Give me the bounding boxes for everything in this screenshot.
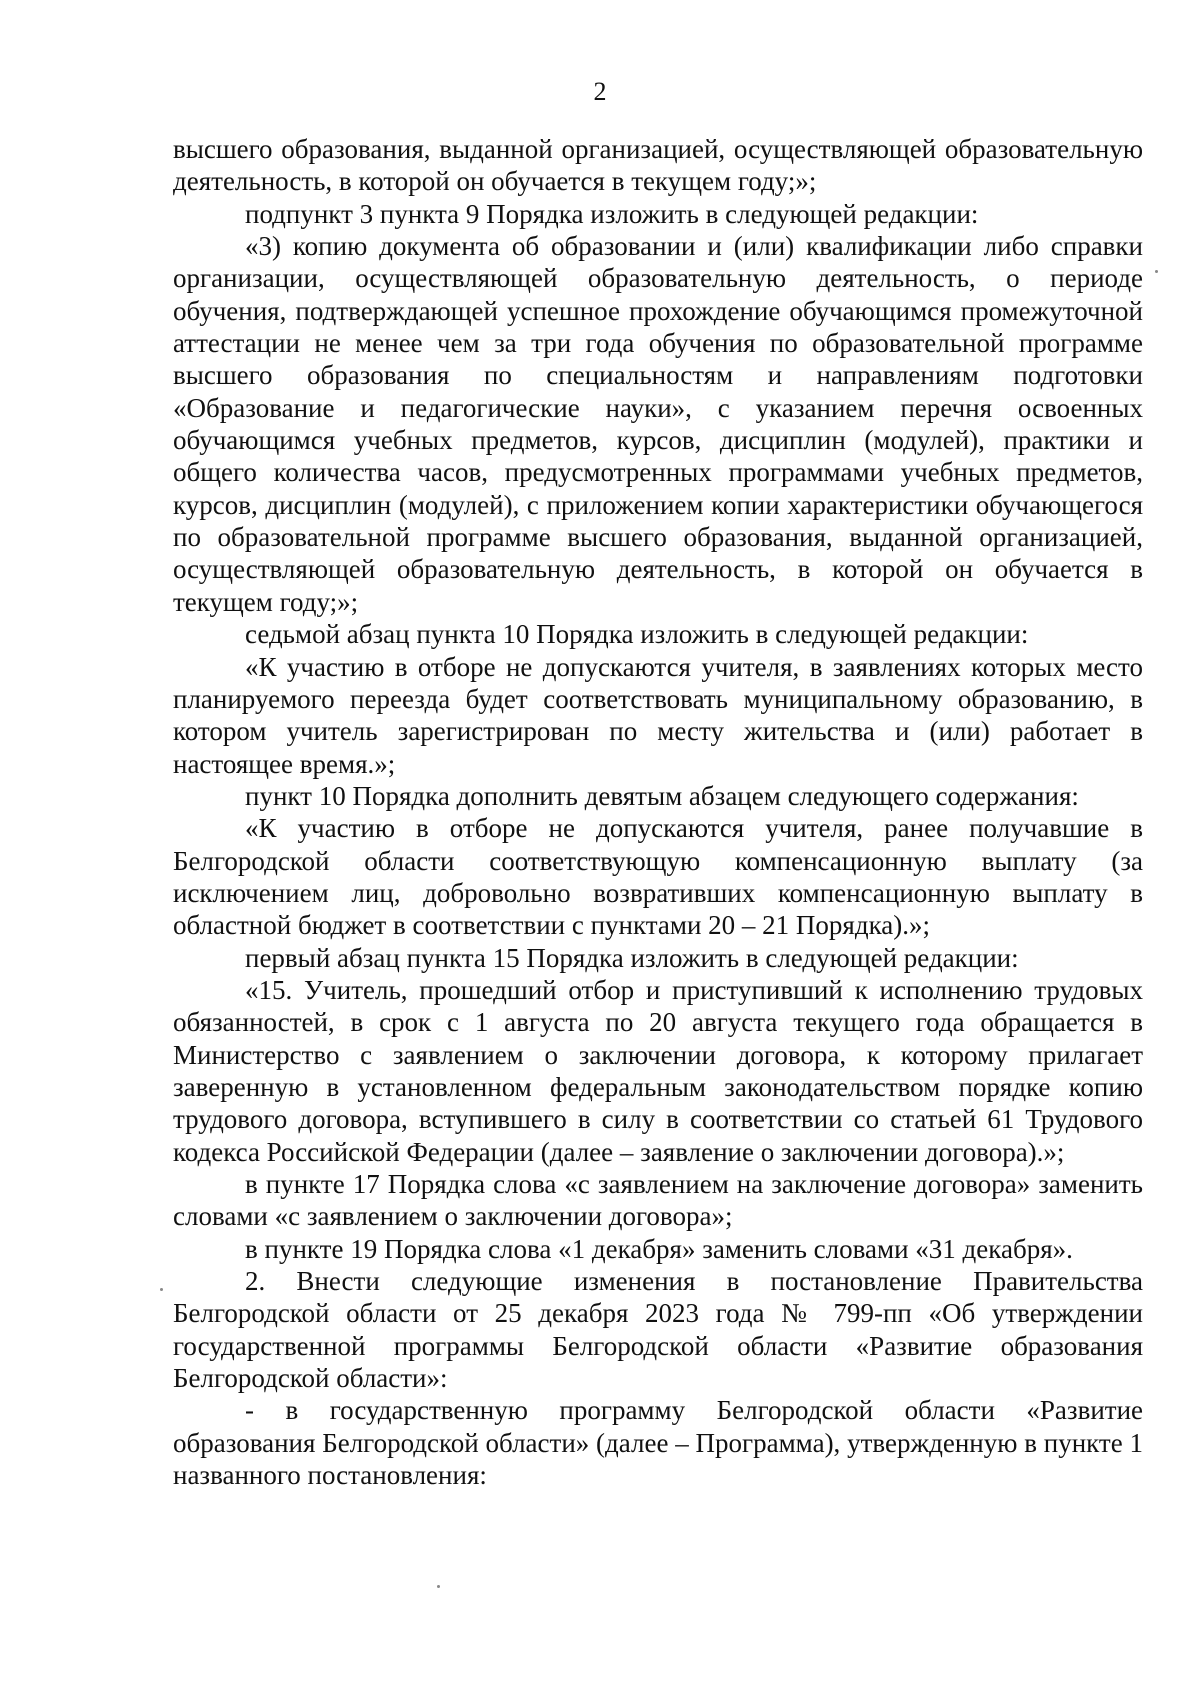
paragraph-amendment-10-7: седьмой абзац пункта 10 Порядка изложить в следующей редакции:: [245, 619, 1029, 650]
scan-speck: [437, 1585, 440, 1588]
paragraph-quote-9-3: «3) копию документа об образовании и (или) квалификации либо справки организации, осуществляющей образовательную деятельность, о периоде обучения, подтверждающей успешное прохождение обучающимся промежуточной аттестации не менее чем за три года обучения по образовательной программе высшего образования по специальностям и направлениям подготовки «Образование и педагогические науки», с указанием перечня освоенных обучающимся учебных предметов, курсов, дисциплин (модулей), практики и общего количества часов, предусмотренных программами учебных предметов, курсов, дисциплин (модулей), с приложением копии характеристики обучающегося по образовательной программе высшего образования, выданной организацией, осуществляющей образовательную деятельность, в которой он обучается в текущем году;»;: [173, 231, 1143, 617]
scan-speck: [160, 1288, 163, 1291]
document-body: [173, 133, 1143, 1491]
paragraph-amendment-9-3: подпункт 3 пункта 9 Порядка изложить в следующей редакции:: [245, 198, 979, 229]
paragraph-amendment-10-9: пункт 10 Порядка дополнить девятым абзацем следующего содержания:: [245, 780, 1079, 811]
paragraph-section-2: 2. Внести следующие изменения в постановление Правительства Белгородской области от 25 декабря 2023 года № 799-пп «Об утверждении государственной программы Белгородской области «Развитие образования Белгородской области»:: [173, 1266, 1143, 1394]
paragraph-amendment-17: в пункте 17 Порядка слова «с заявлением на заключение договора» заменить словами «с заявлением о заключении договора»;: [173, 1169, 1143, 1232]
paragraph-quote-10-7: «К участию в отборе не допускаются учителя, в заявлениях которых место планируемого переезда будет соответствовать муниципальному образованию, в котором учитель зарегистрирован по месту жительства и (или) работает в настоящее время.»;: [173, 651, 1143, 779]
paragraph-quote-15: «15. Учитель, прошедший отбор и приступивший к исполнению трудовых обязанностей, в срок с 1 августа по 20 августа текущего года обращается в Министерство с заявлением о заключении договора, к которому прилагает заверенную в установленном федеральным законодательством порядке копию трудового договора, вступившего в силу в соответствии со статьей 61 Трудового кодекса Российской Федерации (далее – заявление о заключении договора).»;: [173, 974, 1143, 1167]
paragraph-amendment-15: первый абзац пункта 15 Порядка изложить в следующей редакции:: [245, 942, 1019, 973]
paragraph-amendment-19: в пункте 19 Порядка слова «1 декабря» заменить словами «31 декабря».: [245, 1233, 1073, 1264]
paragraph-continuation: высшего образования, выданной организацией, осуществляющей образовательную деятельность, в которой он обучается в текущем году;»;: [173, 134, 1143, 197]
page-number: 2: [593, 77, 607, 106]
paragraph-quote-10-9: «К участию в отборе не допускаются учителя, ранее получавшие в Белгородской области соответствующую компенсационную выплату (за исключением лиц, добровольно возвративших компенсационную выплату в областной бюджет в соответствии с пунктами 20 – 21 Порядка).»;: [173, 813, 1143, 941]
scan-speck: [1155, 270, 1158, 273]
paragraph-program-changes: - в государственную программу Белгородской области «Развитие образования Белгородской области» (далее – Программа), утвержденную в пункте 1 названного постановления:: [173, 1395, 1143, 1491]
